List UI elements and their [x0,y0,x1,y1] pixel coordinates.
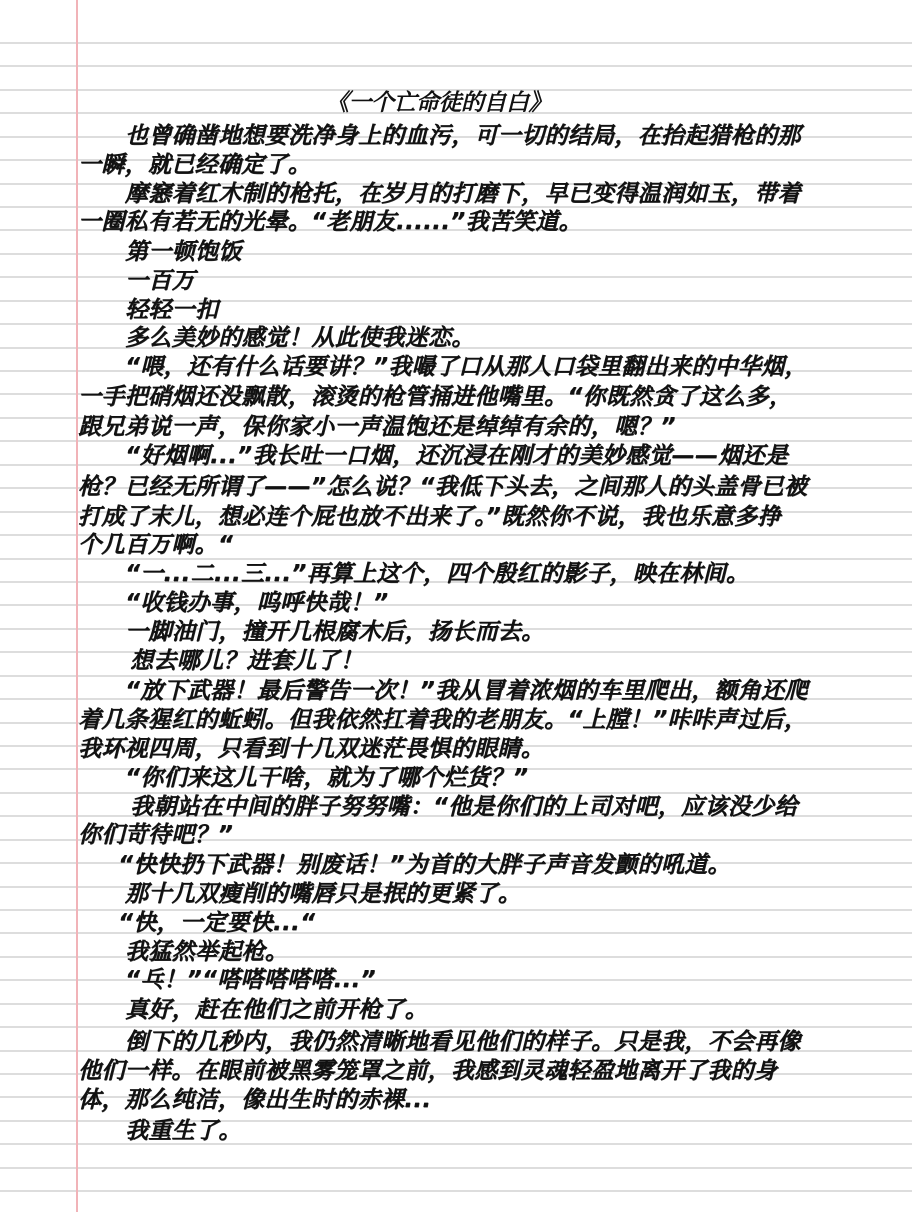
text-line: 那十几双瘦削的嘴唇只是抿的更紧了。 [125,881,522,907]
text-line: 想去哪儿？进套儿了！ [130,648,363,674]
text-line: 我朝站在中间的胖子努努嘴：“他是你们的上司对吧，应该没少给 [130,794,798,820]
text-line: 跟兄弟说一声，保你家小一声温饱还是绰绰有余的，嗯？” [78,414,676,440]
text-line: 一圈私有若无的光晕。“老朋友......”我苦笑道。 [78,209,582,235]
essay-title: 《一个亡命徒的自白》 [326,90,551,116]
text-line: “快快扔下武器！别废话！”为首的大胖子声音发颤的吼道。 [118,852,731,878]
text-line: “快，一定要快...“ [118,910,316,936]
text-line: “一...二...三...”再算上这个，四个殷红的影子，映在林间。 [125,561,750,587]
text-line: 体，那么纯洁，像出生时的赤裸... [78,1087,432,1113]
text-line: 打成了末儿，想必连个屁也放不出来了。”既然你不说，我也乐意多挣 [78,504,781,530]
text-line: 你们苛待吧？” [78,822,233,848]
text-line: 个几百万啊。“ [78,532,233,558]
text-line: 轻轻一扣 [125,297,219,323]
text-line: “好烟啊...”我长吐一口烟，还沉浸在刚才的美妙感觉——烟还是 [125,443,789,469]
text-line: 我环视四周，只看到十几双迷茫畏惧的眼睛。 [78,736,544,762]
text-line: 摩窸着红木制的枪托，在岁月的打磨下，早已变得温润如玉，带着 [125,181,801,207]
text-line: 一百万 [125,268,195,294]
text-line: “乓！”“嗒嗒嗒嗒嗒...” [125,967,376,993]
text-line: 倒下的几秒内，我仍然清晰地看见他们的样子。只是我，不会再像 [125,1029,801,1055]
text-line: 我重生了。 [125,1118,242,1144]
text-line: 枪？已经无所谓了——”怎么说？“我低下头去，之间那人的头盖骨已被 [78,474,808,500]
text-line: 第一顿饱饭 [125,239,242,265]
text-line: 一手把硝烟还没飘散，滚烫的枪管捅进他嘴里。“你既然贪了这么多， [78,384,793,410]
text-line: 一瞬，就已经确定了。 [78,152,311,178]
text-line: “收钱办事，呜呼快哉！” [125,590,389,616]
text-line: 多么美妙的感觉！从此使我迷恋。 [125,325,475,351]
text-line: 着几条猩红的蚯蚓。但我依然扛着我的老朋友。“上膛！”咔咔声过后， [78,707,808,733]
text-line: 他们一样。在眼前被黑雾笼罩之前，我感到灵魂轻盈地离开了我的身 [78,1058,777,1084]
text-line: “放下武器！最后警告一次！”我从冒着浓烟的车里爬出，额角还爬 [125,678,808,704]
text-line: 真好，赶在他们之前开枪了。 [125,997,428,1023]
text-line: “你们来这儿干啥，就为了哪个烂货？” [125,765,529,791]
text-line: 也曾确凿地想要洗净身上的血污，可一切的结局，在抬起猎枪的那 [125,123,801,149]
text-line: 一脚油门，撞开几根腐木后，扬长而去。 [125,619,545,645]
text-line: 我猛然举起枪。 [125,939,289,965]
text-line: “喂，还有什么话要讲？”我嘬了口从那人口袋里翻出来的中华烟， [125,354,808,380]
